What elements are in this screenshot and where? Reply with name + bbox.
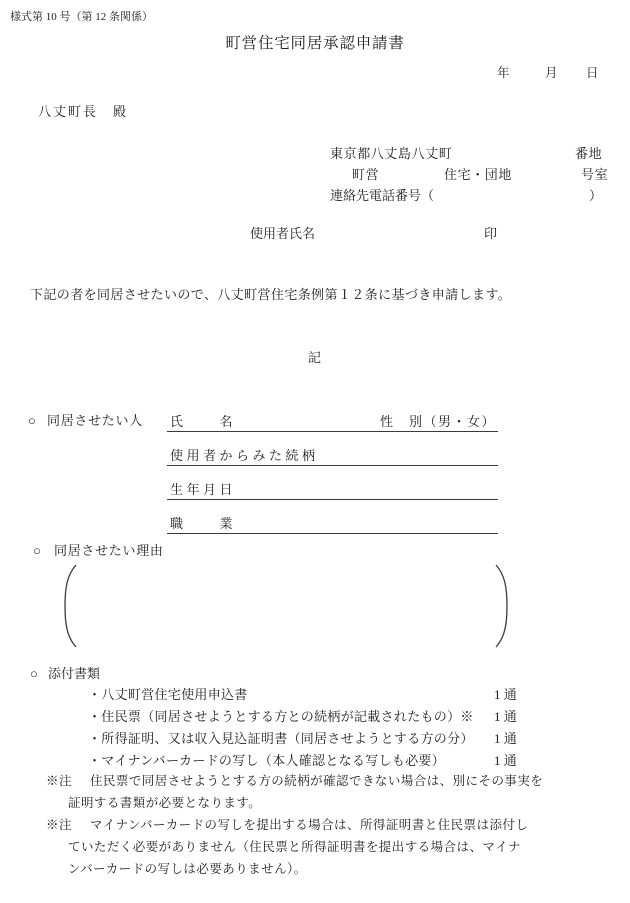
application-statement: 下記の者を同居させたいので、八丈町営住宅条例第１２条に基づき申請します。 (30, 287, 512, 302)
occupation-field-label: 職 業 (170, 516, 237, 531)
date-month-label: 月 (545, 66, 558, 80)
reason-bracket-right-icon (494, 562, 510, 650)
note-mark: ※注 (46, 774, 72, 788)
estate-label: 住宅・団地 (444, 167, 513, 182)
list-start-marker: 記 (307, 350, 322, 365)
estate-room-label: 号室 (581, 167, 609, 182)
date-day-label: 日 (586, 66, 599, 80)
cohabitant-section-heading: 同居させたい人 (47, 413, 143, 428)
address-banchi-label: 番地 (575, 146, 603, 161)
estate-prefix: 町営 (352, 167, 380, 182)
relation-field-row (167, 444, 498, 466)
cohabitant-section-marker: ○ (28, 413, 36, 428)
note-text-line: ていただく必要がありません（住民票と所得証明書を提出する場合は、マイナ (68, 840, 522, 854)
occupation-field-row (167, 512, 498, 534)
user-name-label: 使用者氏名 (250, 226, 316, 241)
attachment-count: 1 通 (494, 709, 517, 724)
attachment-item: ・所得証明、又は収入見込証明書（同居させようとする方の分） (88, 731, 474, 746)
attachment-count: 1 通 (494, 687, 517, 702)
address-prefix: 東京都八丈島八丈町 (330, 146, 453, 161)
attachments-section-heading: 添付書類 (48, 666, 101, 681)
name-field-label: 氏 名 (170, 414, 237, 429)
attachment-item: ・マイナンバーカードの写し（本人確認となる写しも必要） (88, 753, 446, 768)
note-text-line: 住民票で同居させようとする方の続柄が確認できない場合は、別にその事実を (90, 774, 544, 788)
birthdate-field-label: 生年月日 (170, 482, 237, 497)
attachment-item: ・八丈町営住宅使用申込書 (88, 687, 248, 702)
reason-section-heading: 同居させたい理由 (54, 543, 164, 558)
attachment-item: ・住民票（同居させようとする方との続柄が記載されたもの）※ (88, 709, 474, 724)
relation-field-label: 使用者からみた続柄 (170, 448, 319, 463)
name-field-row (167, 410, 498, 432)
birthdate-field-row (167, 478, 498, 500)
note-mark: ※注 (46, 818, 72, 832)
form-number: 様式第 10 号（第 12 条関係） (10, 11, 153, 23)
addressee: 八丈町長 殿 (38, 104, 129, 119)
date-year-label: 年 (497, 66, 510, 80)
reason-bracket-left-icon (62, 562, 78, 650)
phone-close-paren: ） (589, 188, 603, 203)
page-title: 町営住宅同居承認申請書 (225, 35, 405, 52)
seal-label: 印 (484, 226, 498, 241)
gender-field-label: 性 別（男・女） (379, 414, 496, 429)
note-text-line: マイナンバーカードの写しを提出する場合は、所得証明書と住民票は添付し (90, 818, 529, 832)
attachments-section-marker: ○ (30, 666, 38, 681)
phone-label: 連絡先電話番号（ (330, 188, 435, 203)
attachment-count: 1 通 (494, 753, 517, 768)
note-text-line: 証明する書類が必要となります。 (68, 796, 262, 810)
reason-section-marker: ○ (33, 543, 41, 558)
note-text-line: ンバーカードの写しは必要ありません）。 (68, 862, 307, 876)
attachment-count: 1 通 (494, 731, 517, 746)
